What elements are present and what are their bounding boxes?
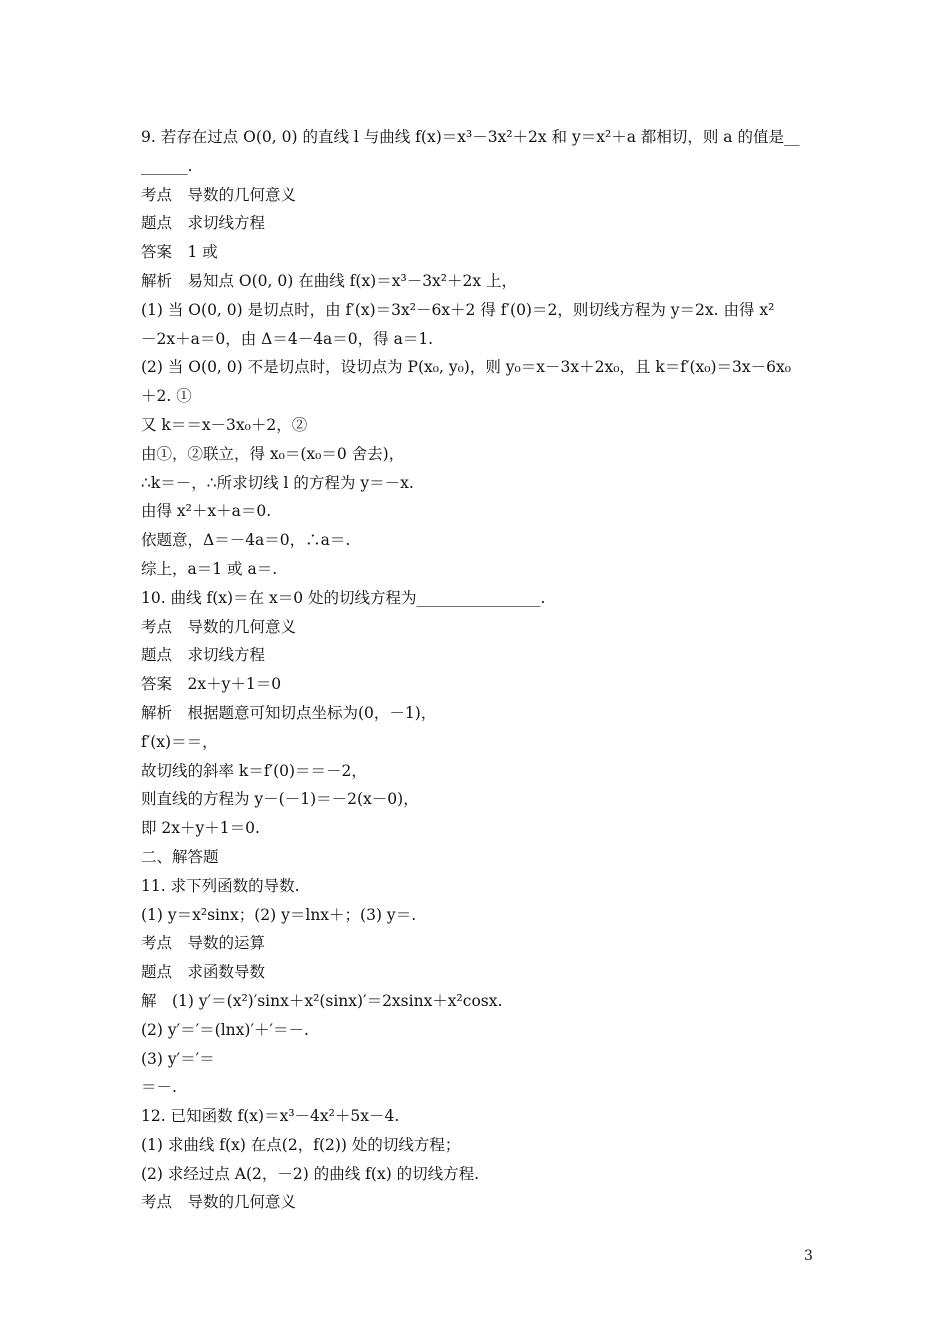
text-line: (2) 求经过点 A(2，－2) 的曲线 f(x) 的切线方程. — [141, 1164, 480, 1183]
text-line: 题点 求切线方程 — [141, 646, 266, 665]
text-line: 9. 若存在过点 O(0, 0) 的直线 l 与曲线 f(x)＝x³－3x²＋2x 和 y＝x²＋a 都相切，则 a 的值是__ — [141, 128, 800, 146]
text-line: 考点 导数的几何意义 — [141, 1193, 297, 1212]
text-line: 题点 求切线方程 — [141, 214, 266, 233]
text-line: (1) y＝x²sinx；(2) y＝lnx＋；(3) y＝. — [141, 905, 417, 924]
text-line: 考点 导数的几何意义 — [141, 185, 297, 204]
text-line: 考点 导数的运算 — [141, 934, 266, 953]
text-line: 由得 x²＋x＋a＝0. — [141, 502, 272, 521]
text-line: (1) 求曲线 f(x) 在点(2，f(2)) 处的切线方程； — [141, 1135, 461, 1154]
text-line: 又 k＝＝x－3x₀＋2，② — [141, 415, 308, 434]
text-line: 答案 1 或 — [141, 243, 218, 262]
text-line: (2) y′＝′＝(lnx)′＋′＝－. — [141, 1020, 309, 1039]
text-line: 依题意，Δ＝－4a＝0，∴a＝. — [141, 531, 351, 550]
text-line: 题点 求函数导数 — [141, 963, 266, 982]
text-line: 综上，a＝1 或 a＝. — [141, 559, 278, 578]
text-line: 故切线的斜率 k＝f′(0)＝＝－2， — [141, 761, 367, 780]
text-line: 12. 已知函数 f(x)＝x³－4x²＋5x－4. — [141, 1107, 400, 1126]
text-line: 二、解答题 — [141, 847, 219, 866]
text-line: 考点 导数的几何意义 — [141, 617, 297, 636]
text-line: ＋2. ① — [141, 387, 192, 406]
text-line: f′(x)＝＝， — [141, 732, 218, 751]
text-line: 11. 求下列函数的导数. — [141, 876, 300, 895]
text-line: (3) y′＝′＝ — [141, 1049, 215, 1068]
text-line: ∴k＝－，∴所求切线 l 的方程为 y＝－x. — [141, 473, 414, 492]
text-line: 则直线的方程为 y－(－1)＝－2(x－0)， — [141, 790, 419, 809]
text-line: ______. — [141, 156, 193, 175]
text-line: (1) 当 O(0, 0) 是切点时，由 f′(x)＝3x²－6x＋2 得 f′(0)＝2，则切线方程为 y＝2x. 由得 x² — [141, 300, 775, 319]
document-body — [141, 123, 821, 1217]
page-number: 3 — [804, 1248, 813, 1264]
text-line: 解析 根据题意可知切点坐标为(0，－1)， — [141, 703, 437, 722]
text-line: 解 (1) y′＝(x²)′sinx＋x²(sinx)′＝2xsinx＋x²cosx. — [141, 991, 503, 1010]
text-line: (2) 当 O(0, 0) 不是切点时，设切点为 P(x₀, y₀)，则 y₀＝x－3x＋2x₀，且 k＝f′(x₀)＝3x－6x₀ — [141, 358, 791, 377]
text-line: 由①，②联立，得 x₀＝(x₀＝0 舍去)， — [141, 444, 405, 463]
text-line: 10. 曲线 f(x)＝在 x＝0 处的切线方程为________________. — [141, 588, 546, 607]
text-line: 即 2x＋y＋1＝0. — [141, 819, 260, 838]
text-line: ＝－. — [141, 1078, 177, 1097]
text-line: 答案 2x＋y＋1＝0 — [141, 675, 282, 694]
text-line: 解析 易知点 O(0, 0) 在曲线 f(x)＝x³－3x²＋2x 上， — [141, 271, 518, 290]
text-line: －2x＋a＝0，由 Δ＝4－4a＝0，得 a＝1. — [141, 329, 434, 348]
